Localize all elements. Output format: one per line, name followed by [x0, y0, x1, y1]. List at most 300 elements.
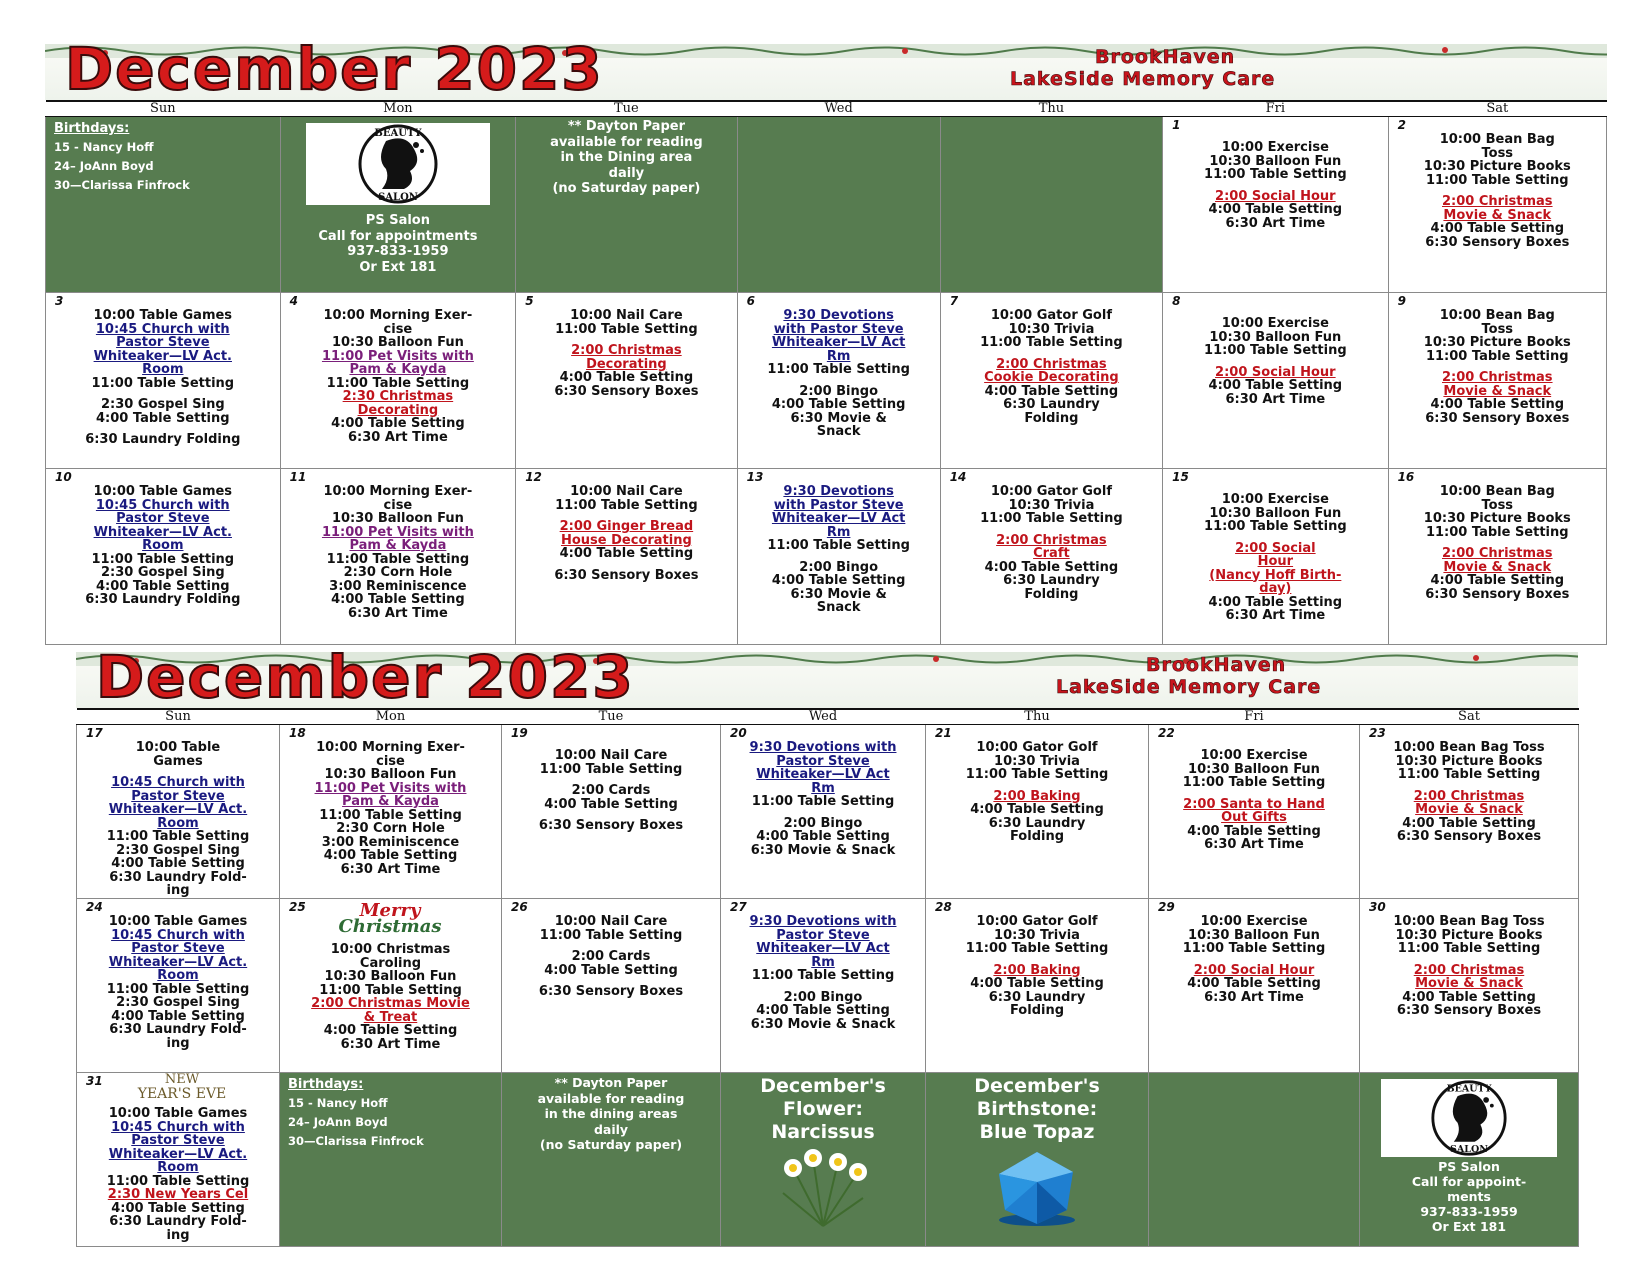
note-line: (no Saturday paper): [539, 1137, 683, 1152]
event-line: 6:30 Sensory Boxes: [554, 567, 699, 583]
blue-topaz-icon: [987, 1148, 1087, 1228]
salon-cell: [1360, 1073, 1579, 1247]
event-line: 4:00 Table Setting: [323, 1023, 458, 1038]
event-line[interactable]: 2:00 Christmas: [571, 343, 682, 358]
day-number: 6: [746, 294, 755, 308]
day-cell[interactable]: [1149, 899, 1360, 1073]
event-line: 2:30 Gospel Sing: [100, 565, 225, 580]
day-number: 27: [730, 900, 747, 914]
event-line[interactable]: 2:00 Social Hour: [1215, 188, 1336, 204]
day-cell[interactable]: [502, 725, 721, 899]
event-line: cise: [376, 753, 405, 769]
event-line[interactable]: Movie & Snack: [1443, 207, 1552, 223]
day-cell[interactable]: [46, 469, 281, 645]
event-line: 10:00 Bean Bag Toss: [1393, 914, 1545, 929]
event-line: 4:00 Table Setting: [96, 578, 230, 594]
event-line: 6:30 Sensory Boxes: [554, 383, 699, 399]
day-cell[interactable]: [77, 725, 280, 899]
event-line: 6:30 Laundry: [988, 989, 1086, 1005]
event-line: 6:30 Laundry Fold-: [109, 1214, 247, 1229]
stone-line: Birthstone:: [976, 1098, 1098, 1120]
event-line[interactable]: Pastor Steve: [131, 941, 225, 956]
day-cell[interactable]: [280, 293, 516, 469]
salon-logo-bottom: SALON: [377, 192, 418, 203]
birthdays-list: [280, 1073, 501, 1153]
event-list: [1389, 117, 1606, 249]
event-line: 11:00 Table Setting: [555, 497, 698, 513]
day-number: 9: [1397, 294, 1406, 308]
event-list: [1360, 725, 1578, 844]
month-title: December 2023: [96, 643, 635, 711]
event-line: 11:00 Table Setting: [555, 321, 698, 337]
event-line: 10:00 Exercise: [1221, 316, 1329, 331]
event-line: 6:30 Movie &: [790, 410, 887, 426]
day-cell[interactable]: [1149, 725, 1360, 899]
day-cell[interactable]: [77, 1073, 280, 1247]
salon-logo-icon: [306, 123, 490, 205]
event-line[interactable]: 2:30 New Years Cel: [107, 1187, 249, 1202]
day-cell[interactable]: [1388, 469, 1606, 645]
day-cell[interactable]: [940, 469, 1162, 645]
event-line: 10:30 Balloon Fun: [1209, 153, 1342, 169]
birthday-item: 24– JoAnn Boyd: [288, 1115, 388, 1129]
event-line: 10:30 Picture Books: [1423, 511, 1571, 526]
event-line[interactable]: Whiteaker—LV Act: [771, 335, 906, 350]
day-number: 14: [949, 470, 967, 484]
calendar-page-2: [76, 643, 1578, 1247]
event-line: 11:00 Table Setting: [326, 551, 470, 567]
month-title: December 2023: [65, 35, 604, 103]
salon-name: PS Salon: [365, 213, 430, 228]
event-line: 2:30 Corn Hole: [343, 565, 453, 580]
event-line: 4:00 Table Setting: [984, 383, 1119, 399]
event-line: 2:00 Bingo: [783, 815, 863, 831]
calendar-grid: [45, 100, 1607, 645]
salon-appointments-cont: ments: [1447, 1189, 1491, 1204]
salon-cell: [280, 117, 516, 293]
note-line: ** Dayton Paper: [554, 1075, 668, 1090]
event-line: 6:30 Sensory Boxes: [1396, 829, 1542, 844]
event-line[interactable]: Movie & Snack: [1443, 383, 1552, 399]
event-line: 2:00 Cards: [571, 949, 651, 964]
note-line: daily: [608, 165, 645, 181]
day-cell[interactable]: [926, 899, 1149, 1073]
note-line: daily: [593, 1121, 629, 1137]
event-line: 10:30 Picture Books: [1423, 335, 1571, 350]
event-line: 4:00 Table Setting: [771, 397, 906, 412]
salon-name: PS Salon: [1438, 1159, 1500, 1174]
event-line: 6:30 Sensory Boxes: [1425, 586, 1570, 602]
event-line: 11:00 Table Setting: [1182, 775, 1326, 790]
event-line: 10:00 Bean Bag: [1439, 484, 1555, 499]
day-cell[interactable]: [280, 725, 502, 899]
event-line[interactable]: 2:00 Christmas: [1442, 370, 1553, 385]
day-cell[interactable]: [1388, 293, 1606, 469]
event-line[interactable]: Pam & Kayda: [349, 362, 447, 377]
event-line: 4:00 Table Setting: [331, 592, 465, 607]
event-line[interactable]: 10:45 Church with: [111, 775, 245, 790]
birthdays-heading: Birthdays:: [288, 1077, 364, 1092]
event-line[interactable]: Room: [142, 362, 184, 377]
event-line: 3:00 Reminiscence: [329, 578, 467, 594]
event-line[interactable]: Room: [157, 1160, 199, 1175]
salon-logo-top: BEAUTY: [1446, 1083, 1492, 1095]
day-header-fri: Fri: [1149, 709, 1360, 725]
event-line: 11:00 Table Setting: [1397, 941, 1541, 956]
day-number: 22: [1158, 726, 1175, 740]
event-line: 4:00 Table Setting: [984, 559, 1119, 575]
event-line: 10:00 Bean Bag: [1439, 132, 1555, 147]
event-line[interactable]: Pastor Steve: [131, 1133, 225, 1148]
day-cell[interactable]: [737, 469, 940, 645]
event-line[interactable]: Out Gifts: [1221, 810, 1287, 825]
event-line[interactable]: Movie & Snack: [1415, 802, 1523, 817]
event-line: 11:00 Table Setting: [751, 968, 895, 983]
event-line[interactable]: Movie & Snack: [1415, 976, 1523, 991]
event-line: 10:00 Gator Golf: [976, 740, 1098, 755]
event-line: Toss: [1481, 497, 1514, 513]
christmas-line: Christmas: [338, 916, 442, 937]
event-line: 6:30 Movie &: [790, 586, 887, 602]
event-line: 2:00 Bingo: [783, 989, 863, 1005]
day-number: 24: [86, 900, 103, 914]
event-list: [721, 725, 925, 857]
birthday-item: 15 - Nancy Hoff: [288, 1096, 388, 1110]
dayton-paper-note: [516, 119, 736, 197]
event-line[interactable]: Rm: [811, 780, 835, 796]
event-line[interactable]: 2:00 Christmas: [996, 356, 1107, 372]
day-cell[interactable]: [1163, 293, 1388, 469]
event-line[interactable]: Pastor Steve: [116, 335, 210, 350]
stone-line: December's: [974, 1075, 1100, 1097]
event-line: 10:00 Exercise: [1200, 914, 1308, 929]
event-line: 11:00 Table Setting: [326, 375, 470, 391]
event-line[interactable]: Pam & Kayda: [349, 538, 447, 553]
event-line[interactable]: Rm: [811, 954, 835, 970]
event-line[interactable]: 9:30 Devotions with: [749, 740, 897, 755]
event-line[interactable]: (Nancy Hoff Birth-: [1209, 567, 1342, 583]
day-number: 12: [525, 470, 542, 484]
event-line: 10:30 Balloon Fun: [324, 969, 457, 984]
event-line: 2:00 Bingo: [799, 559, 878, 575]
day-number: 23: [1369, 726, 1386, 740]
day-cell[interactable]: [502, 899, 721, 1073]
event-list: [926, 899, 1148, 1018]
flower-line: Narcissus: [771, 1121, 875, 1143]
event-line[interactable]: Whiteaker—LV Act.: [108, 954, 248, 970]
event-line[interactable]: 9:30 Devotions with: [749, 914, 897, 929]
day-number: 4: [289, 294, 298, 308]
day-header-tue: Tue: [516, 101, 737, 117]
event-line[interactable]: 11:00 Pet Visits with: [321, 524, 474, 540]
event-line: 2:00 Bingo: [799, 383, 878, 399]
event-line: 2:30 Gospel Sing: [116, 995, 240, 1010]
event-line: 4:00 Table Setting: [970, 976, 1104, 991]
event-line: 10:00 Bean Bag: [1439, 308, 1555, 323]
beauty-salon-logo: [1381, 1079, 1557, 1157]
calendar-grid: [76, 708, 1579, 1247]
event-line[interactable]: day): [1259, 581, 1292, 596]
event-line: Folding: [1009, 829, 1065, 844]
event-line[interactable]: Cookie Decorating: [984, 370, 1119, 385]
day-number: 15: [1172, 470, 1189, 484]
event-line[interactable]: Rm: [826, 524, 851, 540]
salon-logo-icon: [1381, 1079, 1557, 1157]
event-line: 4:00 Table Setting: [559, 370, 694, 385]
event-line[interactable]: with Pastor Steve: [773, 497, 904, 513]
event-line[interactable]: House Decorating: [560, 532, 692, 548]
event-line: 11:00 Table Setting: [751, 794, 895, 809]
event-list: [1360, 899, 1578, 1018]
event-line: 10:00 Morning Exer-: [316, 740, 465, 755]
day-cell[interactable]: [721, 725, 926, 899]
event-line: 6:30 Art Time: [1225, 215, 1326, 231]
salon-phone: 937-833-1959: [1420, 1204, 1518, 1219]
birthday-item: 30—Clarissa Finfrock: [54, 178, 190, 192]
event-line[interactable]: Movie & Snack: [1443, 559, 1552, 575]
event-line: 6:30 Laundry Folding: [85, 592, 241, 607]
event-line: Snack: [816, 424, 861, 439]
event-line: 6:30 Laundry Fold-: [109, 1022, 247, 1037]
event-line: 6:30 Art Time: [1204, 989, 1304, 1005]
day-header-sun: Sun: [77, 709, 280, 725]
birthdays-heading: Birthdays:: [54, 121, 130, 136]
event-line: 11:00 Table Setting: [319, 807, 462, 823]
day-header-wed: Wed: [721, 709, 926, 725]
event-line[interactable]: 2:30 Christmas: [342, 389, 454, 404]
day-cell[interactable]: [926, 725, 1149, 899]
event-line: cise: [383, 497, 413, 513]
event-line[interactable]: Whiteaker—LV Act.: [93, 524, 232, 540]
event-line: 6:30 Art Time: [1225, 391, 1326, 407]
event-line[interactable]: 2:00 Social: [1235, 540, 1316, 556]
salon-logo-bottom: SALON: [1450, 1144, 1488, 1156]
event-line: 4:00 Table Setting: [1430, 397, 1565, 412]
event-line: 10:30 Trivia: [1008, 321, 1095, 337]
event-line: 11:00 Table Setting: [1397, 767, 1541, 782]
birthday-item: 15 - Nancy Hoff: [54, 140, 154, 154]
years-eve-line: YEAR'S EVE: [137, 1086, 227, 1102]
event-line[interactable]: 2:00 Christmas: [1442, 546, 1553, 561]
salon-appointments: Call for appoint-: [1411, 1174, 1527, 1189]
day-number: 16: [1397, 470, 1415, 484]
event-line: 10:30 Picture Books: [1423, 159, 1571, 174]
event-list: [46, 293, 280, 447]
event-line: 10:00 Nail Care: [570, 484, 683, 499]
org-subtitle: LakeSide Memory Care: [1056, 676, 1322, 698]
event-line[interactable]: 2:00 Christmas: [1413, 962, 1525, 978]
day-number: 8: [1172, 294, 1181, 308]
event-line[interactable]: Craft: [1033, 546, 1070, 561]
event-line: 4:00 Table Setting: [756, 829, 890, 844]
day-cell[interactable]: [46, 293, 281, 469]
day-number: 20: [730, 726, 747, 740]
event-line: 11:00 Table Setting: [319, 982, 462, 998]
birthday-item: 30—Clarissa Finfrock: [288, 1134, 424, 1148]
event-line[interactable]: 10:45 Church with: [95, 321, 230, 337]
event-line[interactable]: 2:00 Baking: [993, 788, 1081, 804]
day-number: 1: [1172, 118, 1181, 132]
day-number: 19: [511, 726, 528, 740]
event-line: 11:00 Table Setting: [1204, 343, 1347, 358]
event-line[interactable]: 11:00 Pet Visits with: [314, 780, 467, 796]
event-line: 11:00 Table Setting: [1425, 172, 1569, 188]
event-line: 11:00 Table Setting: [106, 981, 250, 997]
event-line[interactable]: Pastor Steve: [776, 753, 870, 769]
day-cell[interactable]: [1388, 117, 1606, 293]
event-line[interactable]: 2:00 Social Hour: [1193, 962, 1315, 978]
event-line: 10:00 Exercise: [1221, 492, 1329, 507]
day-cell[interactable]: [1360, 899, 1579, 1073]
org-subtitle: LakeSide Memory Care: [1010, 68, 1276, 90]
day-cell[interactable]: [737, 293, 940, 469]
day-cell[interactable]: [940, 293, 1162, 469]
event-line[interactable]: Pastor Steve: [116, 511, 210, 526]
event-line: 11:00 Table Setting: [539, 761, 683, 777]
day-header-fri: Fri: [1163, 101, 1388, 117]
event-line[interactable]: Pam & Kayda: [342, 794, 439, 809]
event-line: 11:00 Table Setting: [1425, 348, 1569, 364]
event-line[interactable]: Whiteaker—LV Act.: [108, 1146, 248, 1162]
event-line[interactable]: with Pastor Steve: [773, 321, 904, 337]
event-line[interactable]: 2:00 Baking: [993, 962, 1081, 978]
event-line: 10:00 Table Games: [108, 914, 248, 929]
event-line[interactable]: 2:00 Social Hour: [1215, 364, 1336, 380]
event-line[interactable]: Rm: [826, 348, 851, 364]
day-cell[interactable]: [77, 899, 280, 1073]
event-line[interactable]: Hour: [1257, 554, 1294, 569]
event-line: 4:00 Table Setting: [1208, 378, 1343, 393]
event-line[interactable]: 2:00 Santa to Hand: [1183, 796, 1325, 812]
salon-info: [281, 213, 516, 275]
event-line: 11:00 Table Setting: [965, 767, 1109, 782]
event-list: [46, 469, 280, 607]
day-cell[interactable]: [1163, 469, 1388, 645]
day-header-wed: Wed: [737, 101, 940, 117]
flower-cell: [721, 1073, 926, 1247]
calendar-banner: [76, 643, 1578, 711]
note-line: in the Dining area: [560, 150, 693, 165]
event-line[interactable]: Room: [157, 968, 199, 983]
event-line[interactable]: 2:00 Ginger Bread: [559, 519, 694, 534]
day-cell[interactable]: [516, 293, 737, 469]
note-line: (no Saturday paper): [552, 181, 701, 196]
event-line[interactable]: 9:30 Devotions: [783, 308, 894, 323]
event-line[interactable]: Whiteaker—LV Act: [756, 767, 890, 782]
event-line: ing: [166, 1227, 190, 1243]
event-line[interactable]: Whiteaker—LV Act: [756, 941, 890, 956]
event-line[interactable]: 2:00 Christmas: [996, 532, 1107, 548]
day-header-thu: Thu: [926, 709, 1149, 725]
day-cell[interactable]: [1163, 117, 1388, 293]
event-line: Folding: [1024, 410, 1079, 426]
day-cell[interactable]: [280, 899, 502, 1073]
event-list: [1149, 899, 1359, 1004]
event-line: 4:00 Table Setting: [1402, 989, 1536, 1005]
event-line: 10:00 Table: [135, 740, 221, 755]
birthday-item: 24– JoAnn Boyd: [54, 159, 154, 173]
event-line: 11:00 Table Setting: [965, 941, 1109, 956]
event-line: 10:30 Balloon Fun: [324, 767, 457, 782]
event-line[interactable]: 10:45 Church with: [95, 497, 230, 513]
event-line: 10:30 Picture Books: [1395, 753, 1543, 769]
day-header-mon: Mon: [280, 101, 516, 117]
event-line: 4:00 Table Setting: [111, 1200, 245, 1216]
event-line: 6:30 Movie & Snack: [750, 842, 896, 858]
day-number: 3: [55, 294, 64, 308]
merry-christmas-graphic: [320, 900, 460, 937]
event-line[interactable]: Decorating: [586, 356, 667, 372]
event-line[interactable]: Pastor Steve: [131, 788, 225, 804]
event-line: 4:00 Table Setting: [544, 796, 678, 812]
event-line: 11:00 Table Setting: [767, 362, 910, 377]
day-cell[interactable]: [1360, 725, 1579, 899]
day-cell[interactable]: [721, 899, 926, 1073]
day-cell[interactable]: [516, 469, 737, 645]
flower-line: December's: [760, 1075, 886, 1097]
event-list: [941, 469, 1162, 601]
event-line[interactable]: Whiteaker—LV Act: [771, 511, 906, 526]
event-line: 4:00 Table Setting: [1402, 815, 1536, 831]
birthstone-heading: [926, 1073, 1148, 1144]
event-line: 4:00 Table Setting: [1187, 976, 1321, 991]
event-list: [502, 725, 720, 833]
event-line[interactable]: Pastor Steve: [776, 927, 870, 943]
day-cell[interactable]: [280, 469, 516, 645]
day-number: 31: [86, 1074, 103, 1088]
birthstone-cell: [926, 1073, 1149, 1247]
event-line: 6:30 Sensory Boxes: [538, 818, 684, 833]
event-line[interactable]: Decorating: [357, 402, 439, 418]
day-header-tue: Tue: [502, 709, 721, 725]
event-line[interactable]: Whiteaker—LV Act.: [93, 348, 232, 364]
event-line: 6:30 Laundry: [988, 815, 1086, 831]
event-line: 6:30 Sensory Boxes: [1396, 1003, 1542, 1018]
flower-line: Flower:: [783, 1098, 863, 1120]
event-line[interactable]: 2:00 Christmas: [1413, 788, 1525, 804]
event-list: [77, 725, 279, 898]
event-line: 10:30 Trivia: [994, 927, 1080, 943]
event-line[interactable]: 2:00 Christmas: [1442, 194, 1553, 209]
event-line: 10:00 Morning Exer-: [323, 484, 473, 499]
event-line: Snack: [816, 600, 861, 615]
event-line[interactable]: Room: [142, 538, 184, 553]
calendar-page-1: [45, 35, 1607, 645]
event-line: 11:00 Table Setting: [539, 927, 683, 943]
note-line: ** Dayton Paper: [567, 119, 685, 134]
event-line[interactable]: 10:45 Church with: [111, 1119, 245, 1135]
birthdays-cell: [280, 1073, 502, 1247]
day-number: 2: [1397, 118, 1406, 132]
event-line: 10:00 Exercise: [1200, 748, 1308, 763]
event-list: [1389, 293, 1606, 425]
event-line[interactable]: Room: [157, 815, 199, 831]
event-line[interactable]: & Treat: [363, 1009, 418, 1025]
event-line: 10:00 Christmas: [330, 942, 451, 957]
calendar-banner: [45, 35, 1607, 103]
event-line[interactable]: 9:30 Devotions: [783, 484, 894, 499]
event-line: 10:00 Table Games: [93, 484, 233, 499]
event-line[interactable]: 2:00 Christmas Movie: [311, 996, 470, 1011]
event-line: 10:00 Gator Golf: [976, 914, 1098, 929]
event-line[interactable]: Whiteaker—LV Act.: [108, 802, 248, 817]
birthdays-list: [46, 117, 280, 197]
event-line[interactable]: 11:00 Pet Visits with: [321, 348, 474, 364]
day-number: 7: [949, 294, 959, 308]
event-line: 10:00 Gator Golf: [990, 484, 1112, 499]
event-line[interactable]: 10:45 Church with: [111, 927, 245, 943]
event-list: [1163, 117, 1387, 230]
